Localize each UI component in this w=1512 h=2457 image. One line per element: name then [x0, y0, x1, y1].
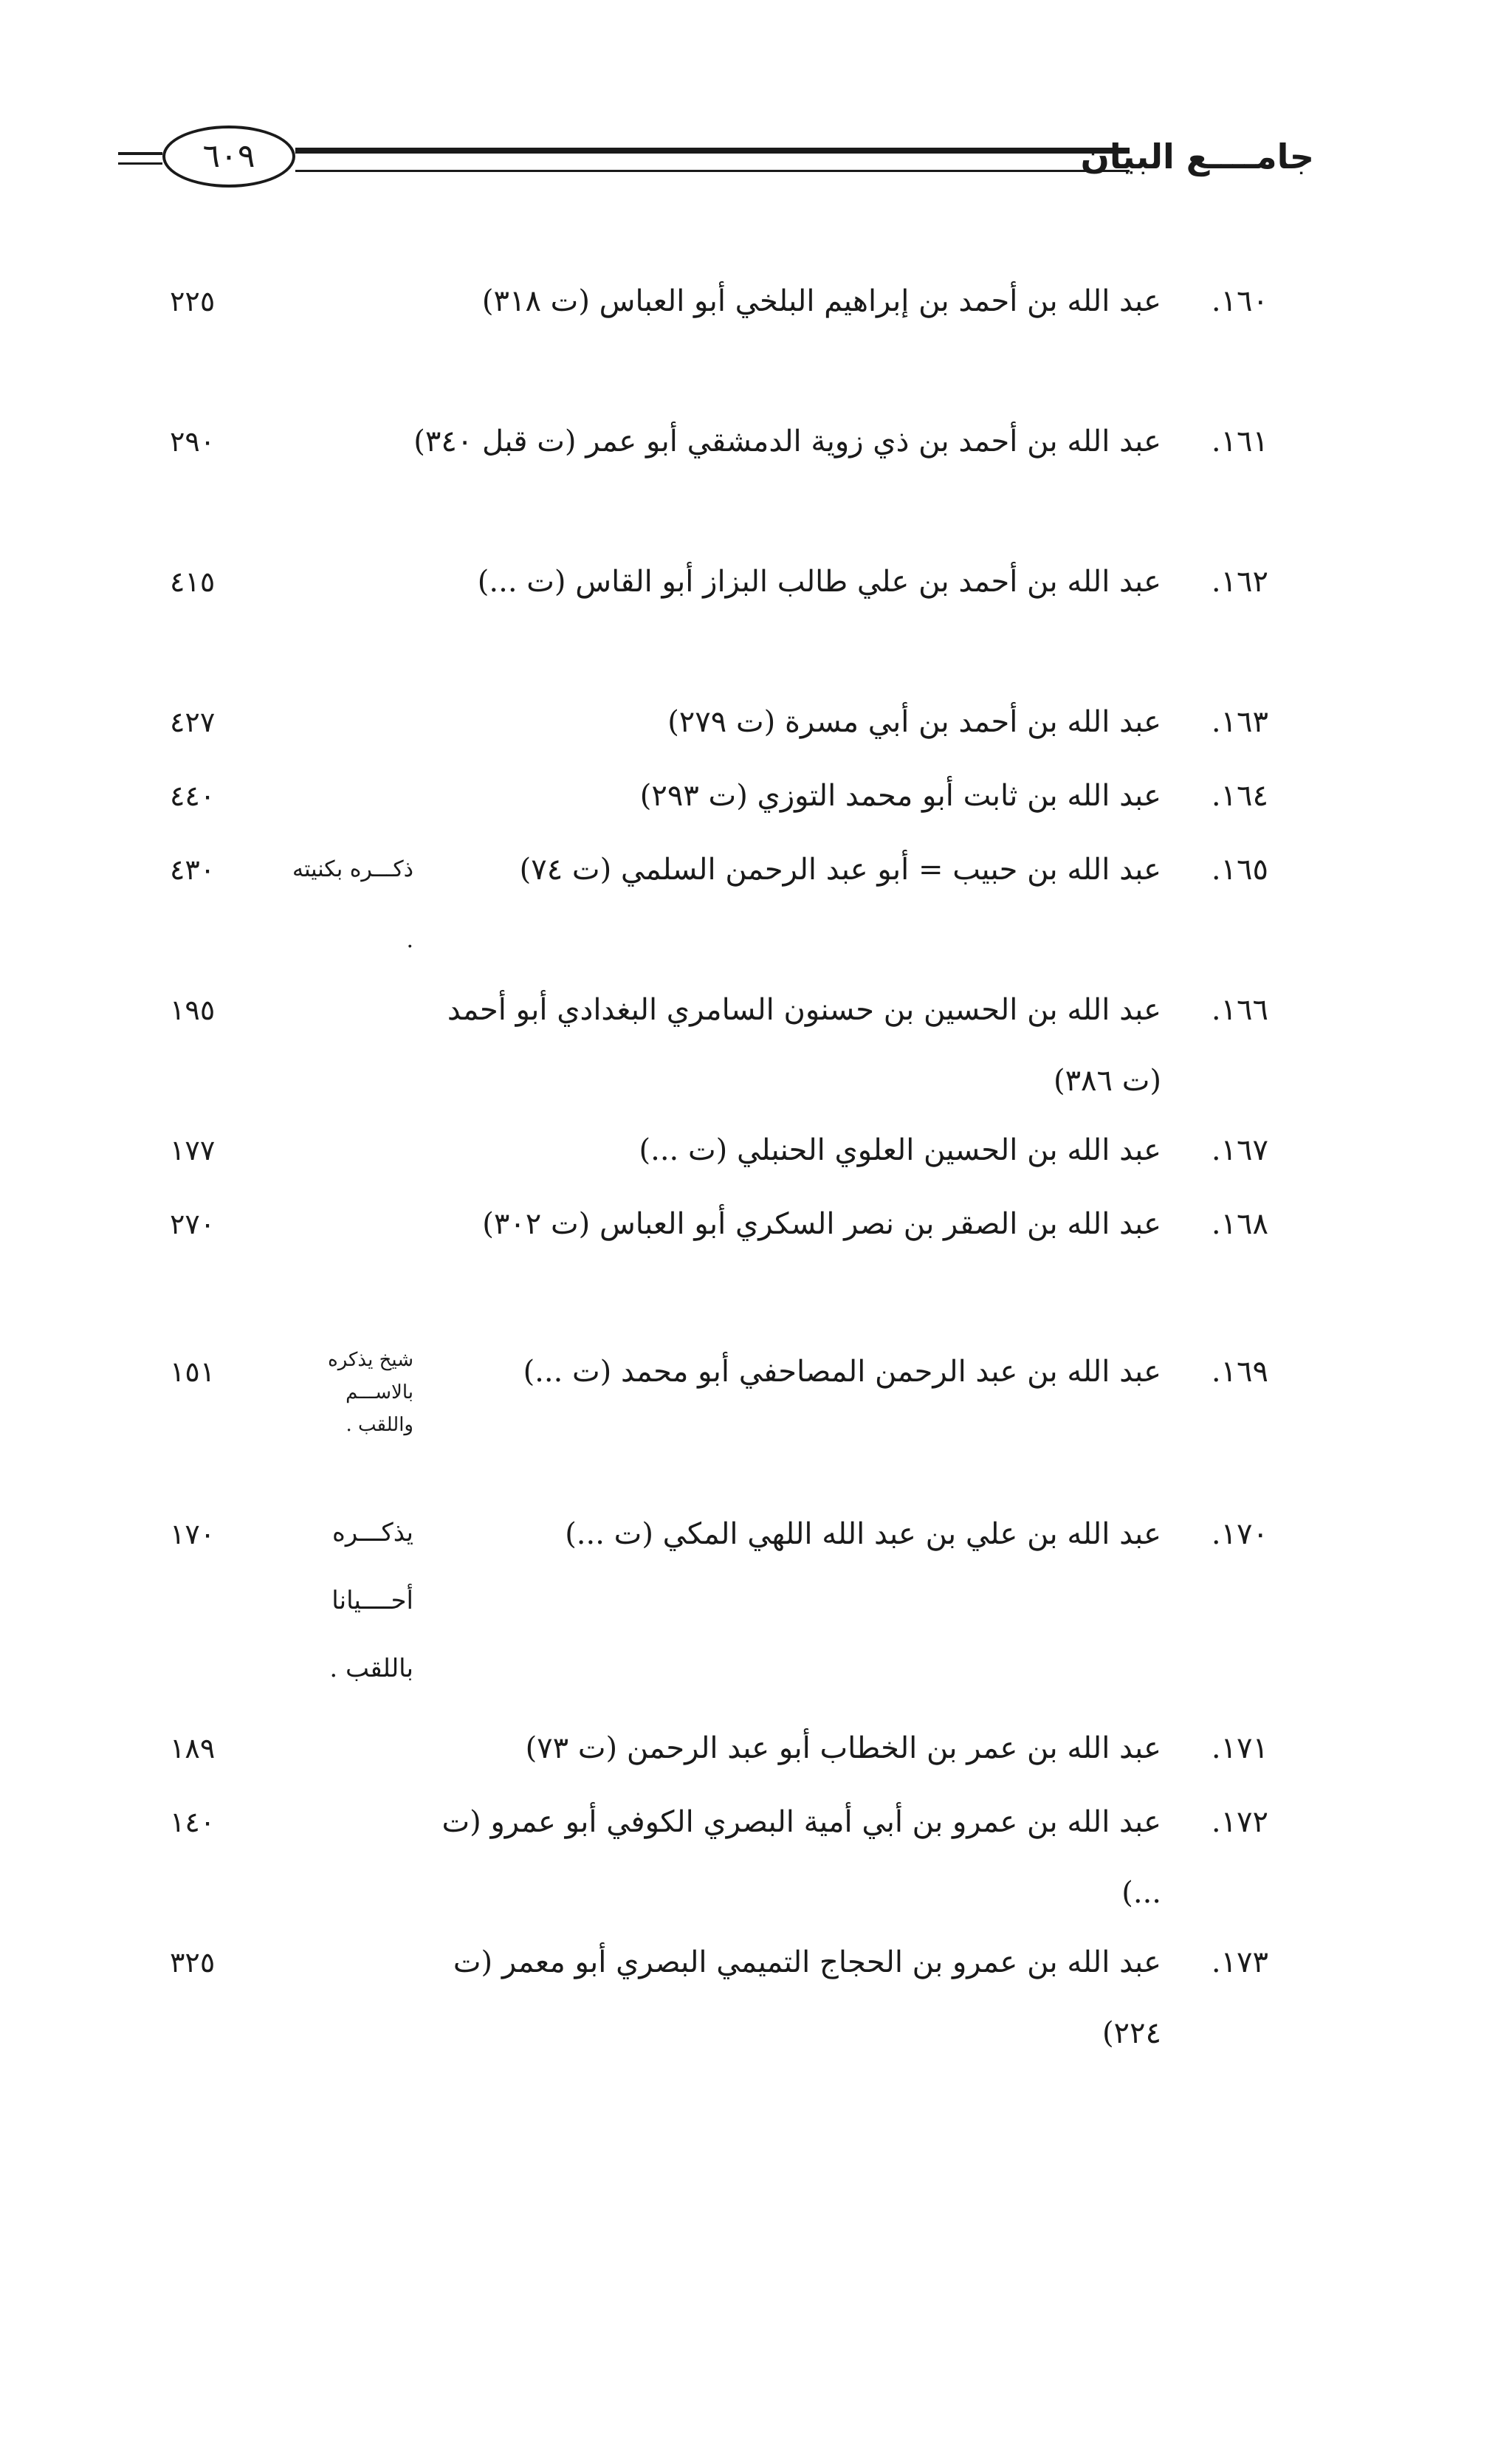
entry-text: عبد الله بن عبد الرحمن المصاحفي أبو محمد (ت ...)	[523, 1355, 1161, 1389]
entry-number: ١٧١.	[1211, 1731, 1268, 1765]
entry-number: ١٦٨.	[1211, 1207, 1268, 1241]
entry-page-ref: ٤٤٠	[170, 780, 216, 812]
entry-text: عبد الله بن أحمد بن ذي زوية الدمشقي أبو عمر (ت قبل ٣٤٠)	[413, 425, 1161, 458]
entry-page-ref: ٢٩٠	[170, 425, 216, 458]
entry-number: ١٦٥.	[1211, 853, 1268, 887]
entry-page-ref: ١٩٥	[170, 994, 216, 1026]
entry-page-ref: ١٧٠	[170, 1518, 216, 1550]
entry-text: عبد الله بن الصقر بن نصر السكري أبو العباس (ت ٣٠٢)	[482, 1207, 1161, 1241]
entry-number: ١٦١.	[1211, 425, 1268, 458]
entry-number: ١٧٢.	[1211, 1805, 1268, 1839]
entry-number: ١٦٢.	[1211, 565, 1268, 599]
entry-page-ref: ٣٢٥	[170, 1946, 216, 1979]
entry-170	[0, 1499, 1512, 1713]
entry-number: ١٦٧.	[1211, 1133, 1268, 1167]
entry-page-ref: ١٤٠	[170, 1806, 216, 1838]
entry-page-ref: ٤٢٧	[170, 706, 216, 738]
entry-text: عبد الله بن علي بن عبد الله اللهي المكي (ت ...)	[565, 1517, 1161, 1551]
entry-page-ref: ٢٧٠	[170, 1208, 216, 1240]
entry-page-ref: ١٥١	[170, 1355, 216, 1388]
entry-note: يذكـــره أحــــيانا باللقب .	[329, 1518, 413, 1683]
entry-page-ref: ١٧٧	[170, 1134, 216, 1166]
page-header	[118, 126, 1314, 199]
entry-171	[0, 1713, 1512, 1787]
entry-page-ref: ٢٢٥	[170, 285, 216, 317]
entry-text: عبد الله بن عمر بن الخطاب أبو عبد الرحمن (ت ٧٣)	[525, 1731, 1161, 1765]
entry-text: عبد الله بن ثابت أبو محمد التوزي (ت ٢٩٣)	[639, 779, 1161, 813]
entry-text: عبد الله بن أحمد بن أبي مسرة (ت ٢٧٩)	[667, 705, 1161, 739]
entry-173	[0, 1927, 1512, 2067]
entry-160	[0, 266, 1512, 406]
entry-163	[0, 687, 1512, 760]
entry-text: عبد الله بن أحمد بن إبراهيم البلخي أبو العباس (ت ٣١٨)	[481, 284, 1161, 318]
entry-text: عبد الله بن أحمد بن علي طالب البزاز أبو القاس (ت ...)	[477, 565, 1161, 599]
entry-169	[0, 1336, 1512, 1499]
entry-number: ١٦٩.	[1211, 1355, 1268, 1389]
entry-number: ١٧٠.	[1211, 1517, 1268, 1551]
entry-text: عبد الله بن عمرو بن أبي أمية البصري الكوفي أبو عمرو (ت ...)	[441, 1805, 1161, 1910]
entry-page-ref: ١٨٩	[170, 1732, 216, 1764]
entry-number: ١٦٣.	[1211, 705, 1268, 739]
entry-text: عبد الله بن عمرو بن الحجاج التميمي البصري أبو معمر (ت ٢٢٤)	[453, 1945, 1161, 2050]
entry-text: عبد الله بن الحسين بن حسنون السامري البغدادي أبو أحمد (ت ٣٨٦)	[447, 993, 1161, 1098]
entry-167	[0, 1115, 1512, 1189]
entry-166	[0, 975, 1512, 1115]
entry-page-ref: ٤٣٠	[170, 853, 216, 886]
page-number: ٦٠٩	[162, 126, 295, 188]
header-rule-left	[118, 152, 162, 165]
entry-text: عبد الله بن حبيب = أبو عبد الرحمن السلمي (ت ٧٤)	[519, 853, 1161, 887]
entry-note: شيخ يذكره بالاســـم واللقب .	[328, 1349, 413, 1436]
book-title: جامــــع البيان	[1080, 137, 1314, 176]
entry-165	[0, 834, 1512, 975]
entry-text: عبد الله بن الحسين العلوي الحنبلي (ت ...)	[639, 1133, 1161, 1167]
entry-number: ١٦٦.	[1211, 993, 1268, 1027]
header-rule	[295, 148, 1130, 172]
entry-164	[0, 760, 1512, 834]
entry-page-ref: ٤١٥	[170, 566, 216, 598]
entry-number: ١٦٠.	[1211, 284, 1268, 318]
entry-161	[0, 406, 1512, 546]
entry-172	[0, 1787, 1512, 1927]
entry-number: ١٦٤.	[1211, 779, 1268, 813]
entry-number: ١٧٣.	[1211, 1945, 1268, 1979]
entry-note: ذكـــره بكنيته .	[292, 856, 413, 953]
entry-168	[0, 1189, 1512, 1336]
entry-162	[0, 546, 1512, 687]
